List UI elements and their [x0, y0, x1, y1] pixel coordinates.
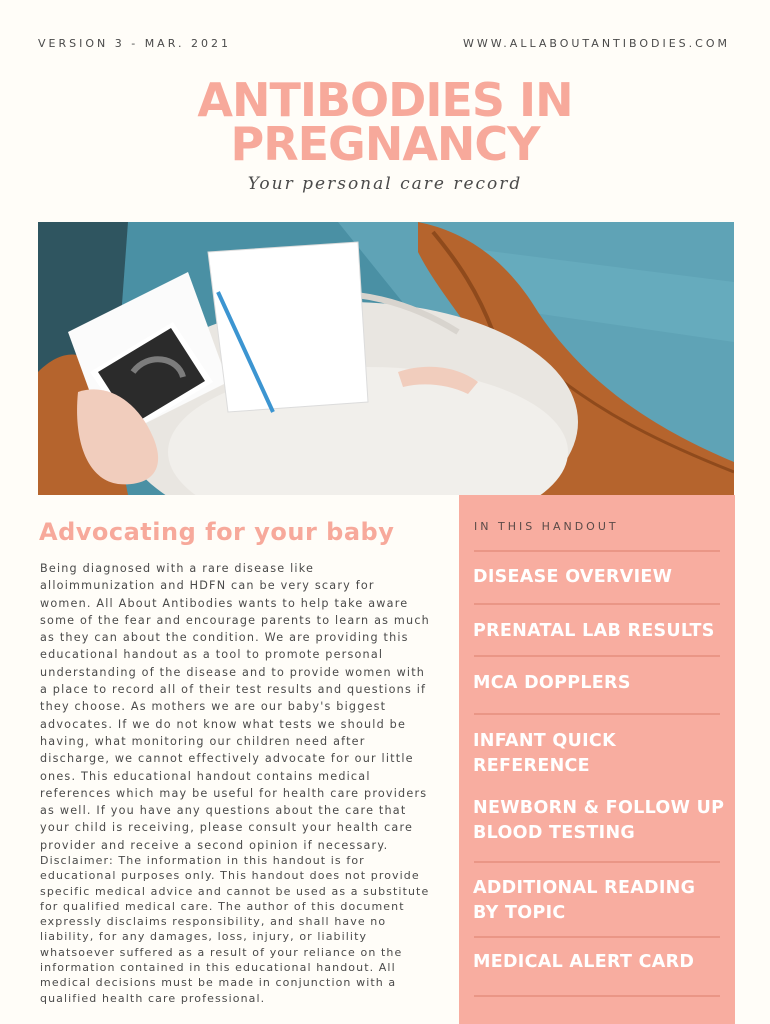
page-title-line-1: ANTIBODIES IN	[197, 73, 573, 127]
toc-item-label: BLOOD TESTING	[473, 823, 636, 843]
toc-item-label: ADDITIONAL READING	[473, 878, 696, 898]
toc-item-disease-overview[interactable]	[473, 565, 728, 590]
toc-item-label: PRENATAL LAB RESULTS	[473, 621, 715, 641]
divider	[474, 713, 720, 715]
toc-item-label: DISEASE OVERVIEW	[473, 567, 673, 587]
top-bar	[38, 37, 730, 53]
toc-item-label: MEDICAL ALERT CARD	[473, 952, 695, 972]
divider	[474, 936, 720, 938]
toc-item-label: MCA DOPPLERS	[473, 673, 631, 693]
page-subtitle: Your personal care record	[247, 174, 523, 194]
toc-item-label: REFERENCE	[473, 756, 590, 776]
divider	[474, 655, 720, 657]
toc-item-newborn-follow-up[interactable]	[473, 796, 728, 846]
divider	[474, 995, 720, 997]
toc-item-medical-alert-card[interactable]	[473, 950, 728, 975]
hero-photo	[38, 222, 734, 495]
toc-item-additional-reading[interactable]	[473, 876, 728, 926]
page-title	[0, 73, 770, 171]
toc-item-mca-dopplers[interactable]	[473, 671, 728, 696]
handout-contents-panel	[459, 495, 735, 1024]
intro-heading: Advocating for your baby	[39, 518, 395, 546]
page-title-line-2: PREGNANCY	[230, 117, 540, 171]
website-link[interactable]: WWW.ALLABOUTANTIBODIES.COM	[462, 37, 730, 50]
divider	[474, 603, 720, 605]
toc-item-label: INFANT QUICK	[473, 731, 616, 751]
toc-item-label: BY TOPIC	[473, 903, 566, 923]
handout-contents-header: IN THIS HANDOUT	[474, 520, 619, 533]
intro-body: Being diagnosed with a rare disease like alloimmunization and HDFN can be very scary for women. All About Antibodies wants to help take aware some of the fear and encourage parents to learn as much as they can about the condition. We are providing this educational handout as a tool to promote personal understanding of the disease and to provide women with a place to record all of their test results and questions if they choose. As mothers we are our baby's biggest advocates. If we do not know what tests we should be having, what monitoring our children need after discharge, we cannot effectively advocate for our little ones. This educational handout contains medical references which may be useful for health care providers as well. If you have any questions about the care that your child is receiving, please consult your health care provider and receive a second opinion if necessary.	[40, 562, 430, 852]
version-label: VERSION 3 - MAR. 2021	[38, 37, 231, 50]
toc-item-label: NEWBORN & FOLLOW UP	[473, 798, 725, 818]
divider	[474, 861, 720, 863]
toc-item-infant-quick-reference[interactable]	[473, 729, 728, 779]
toc-item-prenatal-lab-results[interactable]	[473, 619, 728, 644]
divider	[474, 550, 720, 552]
disclaimer-text: Disclaimer: The information in this handout is for educational purposes only. This handout does not provide specific medical advice and cannot be used as a substitute for qualified medical care. The author of this document expressly disclaims responsibility, and shall have no liability, for any damages, loss, injury, or liability whatsoever suffered as a result of your reliance on the information contained in this educational handout. All medical decisions must be made in conjunction with a qualified health care professional.	[40, 854, 430, 1005]
pregnant-woman-with-ultrasound-illustration	[38, 222, 734, 495]
